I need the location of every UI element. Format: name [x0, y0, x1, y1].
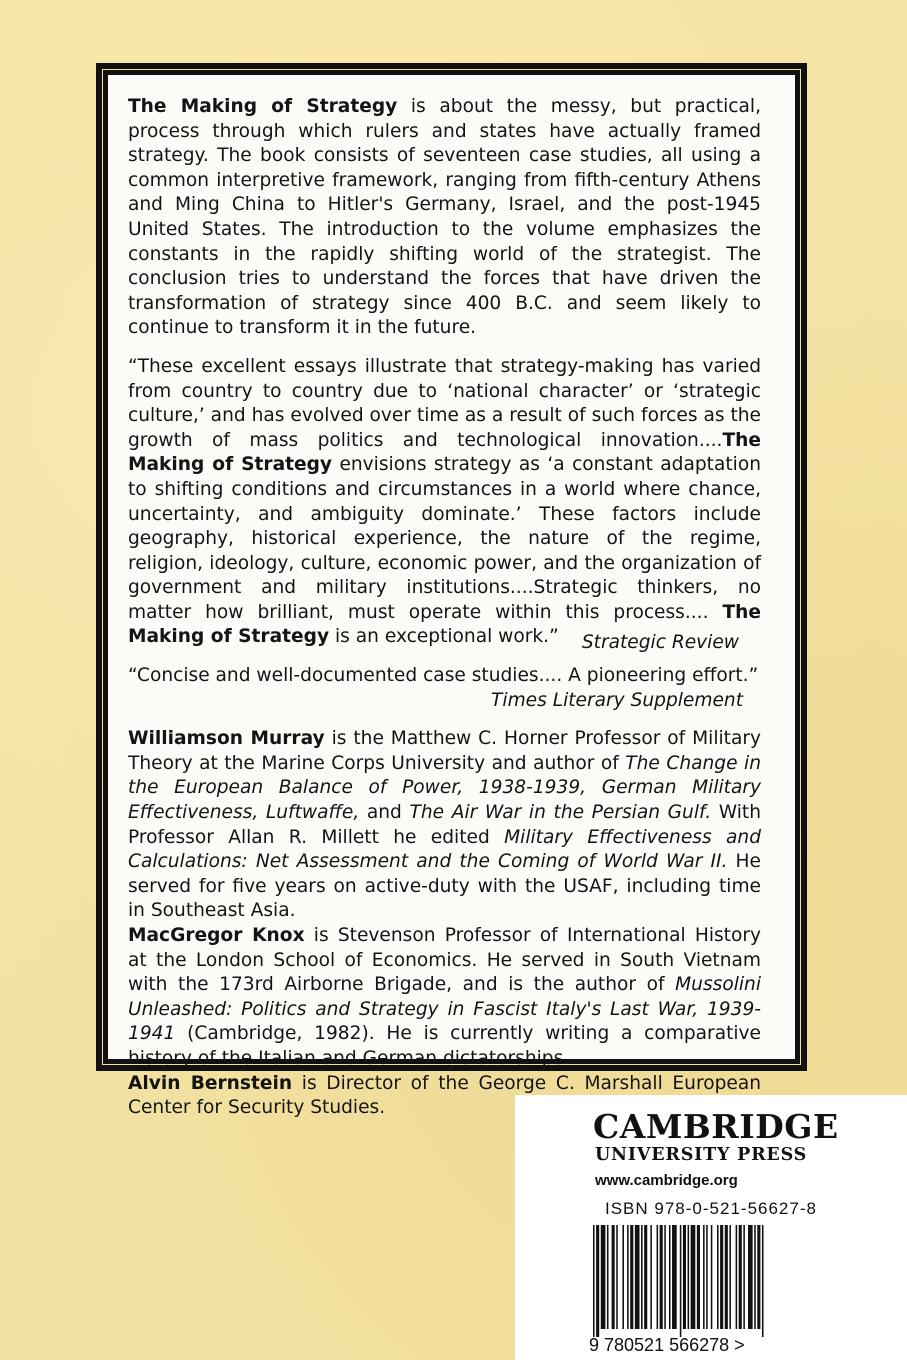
barcode-bar — [757, 1225, 760, 1329]
book-title: The Making of Strategy — [128, 96, 398, 117]
barcode-bar — [688, 1225, 690, 1329]
barcode-bar — [672, 1225, 677, 1329]
barcode-bar — [635, 1225, 640, 1329]
barcode-bar — [683, 1225, 686, 1329]
bio-knox-text-2: (Cambridge, 1982). He is currently writing a comparative history of the Italian and German dictatorships. — [128, 1023, 761, 1069]
barcode-bar — [739, 1225, 742, 1329]
review1-text-1: “These excellent essays illustrate that strategy-making has varied from country to country due to ‘national character’ or ‘strategic culture,’ and has evolved over time as a result of such forces as the growth of mass politics and technological innovation.... — [128, 355, 761, 451]
barcode-bar — [641, 1225, 643, 1329]
author-name-knox: MacGregor Knox — [128, 925, 305, 946]
barcode-bar — [762, 1225, 764, 1337]
barcode-bar — [706, 1225, 708, 1329]
barcode-bar — [736, 1225, 738, 1329]
barcode-bar — [697, 1225, 700, 1329]
barcode-bar — [743, 1225, 745, 1329]
bio-murray-books-1: The Change in the European Balance of Power, 1938-1939, German Military Effectiveness, Luftwaffe, — [128, 752, 762, 824]
barcode-bar — [729, 1225, 731, 1329]
bio-murray-text-2: and — [359, 802, 410, 824]
barcode-bar — [691, 1225, 696, 1329]
bio-murray-books-3: Military Effectiveness and Calculations: Net Assessment and the Coming of World War II. — [128, 826, 761, 873]
barcode-bar — [644, 1225, 647, 1329]
review1-text-3: is an exceptional work.” — [329, 626, 559, 648]
barcode-bar — [680, 1225, 682, 1337]
barcode-bar — [622, 1225, 624, 1329]
barcode-bar — [616, 1225, 618, 1329]
publisher-box — [515, 1095, 907, 1360]
barcode-bar — [650, 1225, 652, 1329]
bio-murray — [128, 727, 761, 924]
barcode-bar — [596, 1225, 599, 1337]
barcode-bar — [664, 1225, 666, 1329]
barcode-bar — [711, 1225, 713, 1329]
barcode-bar — [630, 1225, 633, 1329]
isbn-label: ISBN 978-0-521-56627-8 — [605, 1199, 817, 1218]
barcode-bar — [660, 1225, 663, 1329]
bio-bernstein-text: is Director of the George C. Marshall European Center for Security Studies. — [128, 1072, 761, 1119]
barcode-bar — [593, 1225, 595, 1337]
bio-murray-text-1: is the Matthew C. Horner Professor of Military Theory at the Marine Corps University and author of — [128, 728, 761, 774]
author-bios — [128, 727, 761, 1121]
publisher-name: CAMBRIDGE — [593, 1107, 839, 1146]
author-name-bernstein: Alvin Bernstein — [128, 1072, 293, 1094]
barcode-icon — [591, 1225, 823, 1337]
bio-murray-books-2: The Air War in the Persian Gulf. — [409, 802, 712, 824]
bio-murray-text-3: With Professor Allan R. Millett he edited — [128, 802, 761, 848]
review-tls — [128, 664, 761, 713]
publisher-press: UNIVERSITY PRESS — [595, 1145, 808, 1165]
text-frame — [96, 63, 807, 1119]
text-panel — [107, 74, 796, 1119]
barcode-bar — [717, 1225, 719, 1329]
description-text: is about the messy, but practical, process through which rulers and states have actually framed strategy. The book consists of seventeen case studies, all using a common interpretive framework, ranging from fifth-century Athens and Ming China to Hitler's Germany, Israel, and the post-1945 United States. The introduction to the volume emphasizes the constants in the rapidly shifting world of the strategist. The conclusion tries to understand the forces that have driven the transformation of strategy since 400 B.C. and seem likely to continue to transform it in the future. — [128, 96, 761, 339]
review1-book-title-1: The Making of Strategy — [128, 429, 761, 476]
barcode-bar — [607, 1225, 609, 1329]
bio-murray-text-4: He served for five years on active-duty with the USAF, including time in Southeast Asia. — [128, 851, 761, 922]
barcode-bar — [612, 1225, 615, 1329]
review2-quote: “Concise and well-documented case studies.... A pioneering effort.” — [128, 665, 759, 687]
barcode-bar — [725, 1225, 728, 1329]
barcode-bar — [601, 1225, 606, 1329]
bio-knox-text-1: is Stevenson Professor of International History at the London School of Economics. He served in South Vietnam with the 173rd Airborne Brigade, and is the author of — [128, 925, 761, 996]
publisher-website[interactable]: www.cambridge.org — [595, 1172, 738, 1189]
bio-knox — [128, 924, 761, 1072]
barcode-bar — [754, 1225, 756, 1329]
barcode-bar — [627, 1225, 629, 1329]
bio-knox-book: Mussolini Unleashed: Politics and Strategy in Fascist Italy's Last War, 1939-1941 — [128, 974, 761, 1045]
review-strategic-review — [128, 355, 761, 654]
barcode-bar — [657, 1225, 659, 1329]
barcode-digits: 9 780521 566278 > — [589, 1335, 745, 1355]
barcode-bar — [669, 1225, 671, 1329]
review1-source: Strategic Review — [581, 632, 739, 654]
review1-text-2: envisions strategy as ‘a constant adaptation to shifting conditions and circumstances in a world where chance, uncertainty, and ambiguity dominate.’ These factors include geography, historical experience, the nature of the regime, religion, ideology, culture, economic power, and the organization of government and military institutions....Strategic thinkers, no matter how brilliant, must operate within this process.... — [128, 454, 761, 623]
barcode-bar — [720, 1225, 723, 1329]
author-name-murray: Williamson Murray — [128, 728, 325, 750]
barcode-bar — [748, 1225, 753, 1329]
review2-source: Times Literary Supplement — [491, 689, 743, 711]
barcode-bar — [703, 1225, 705, 1329]
description-paragraph — [128, 95, 761, 341]
review1-book-title-2: The Making of Strategy — [128, 601, 761, 648]
